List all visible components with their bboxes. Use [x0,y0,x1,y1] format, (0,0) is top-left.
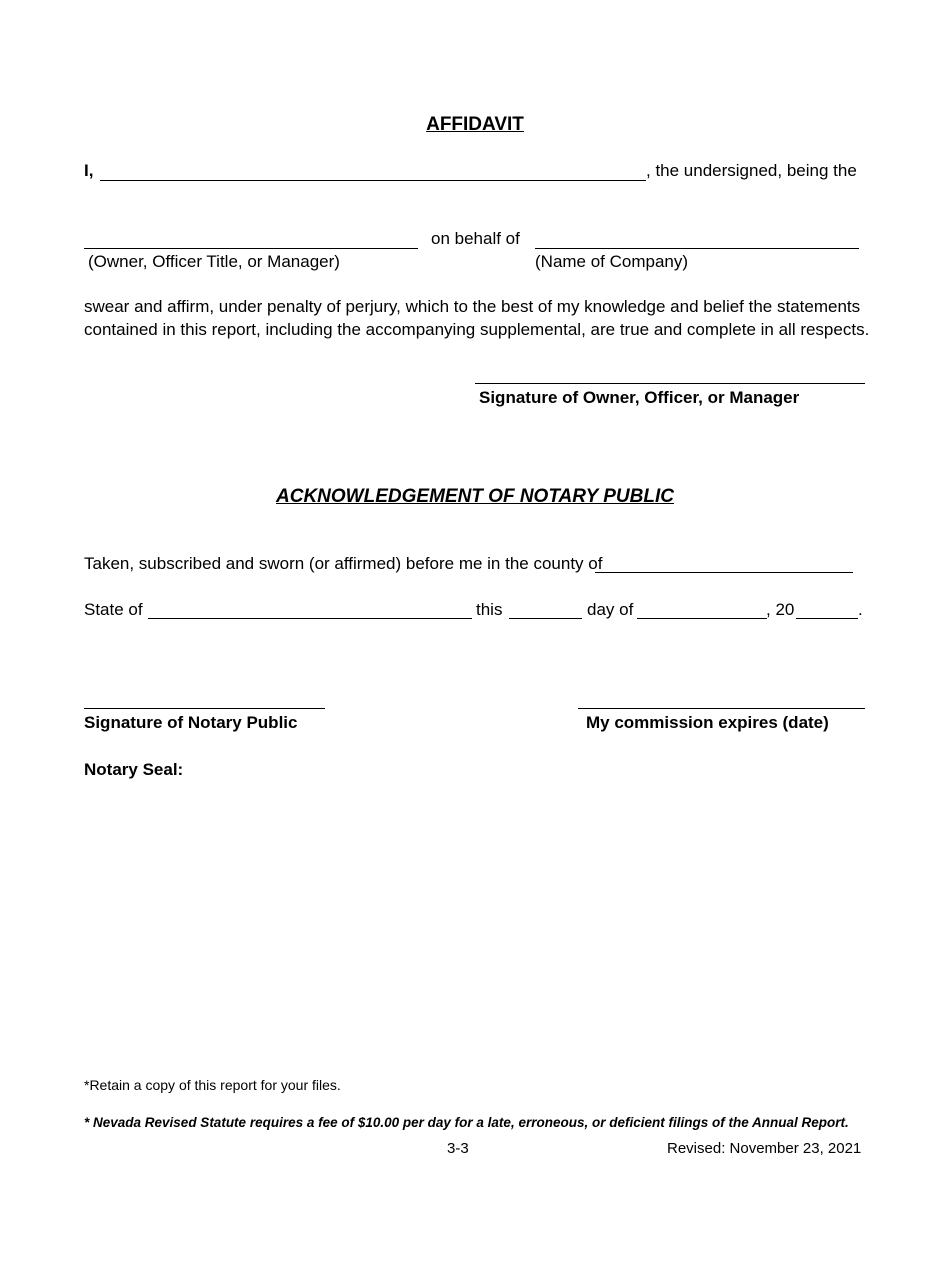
notary-signature-label: Signature of Notary Public [84,713,298,732]
county-blank-line[interactable] [595,572,853,573]
statement-line-2: contained in this report, including the accompanying supplemental, are true and complete in all respects. [84,320,870,339]
owner-title-blank-line[interactable] [84,248,418,249]
statement-line-1: swear and affirm, under penalty of perjury, which to the best of my knowledge and belief the statements [84,297,861,316]
company-name-blank-line[interactable] [535,248,859,249]
company-name-caption: (Name of Company) [535,252,689,271]
day-of-label: day of [587,600,634,619]
retain-note: *Retain a copy of this report for your files. [84,1077,341,1093]
commission-expires-line[interactable] [578,708,865,709]
county-text: Taken, subscribed and sworn (or affirmed) before me in the county of [84,554,603,573]
notary-title: ACKNOWLEDGEMENT OF NOTARY PUBLIC [276,486,674,507]
this-label: this [476,600,503,619]
affidavit-i-label: I, [84,161,94,180]
notary-signature-line[interactable] [84,708,325,709]
page-number: 3-3 [447,1140,469,1157]
affidavit-title: AFFIDAVIT [426,114,524,135]
on-behalf-text: on behalf of [431,229,520,248]
owner-signature-line[interactable] [475,383,865,384]
state-label: State of [84,600,143,619]
name-blank-line[interactable] [100,180,646,181]
state-line-period: . [858,600,863,619]
undersigned-text: , the undersigned, being the [646,161,857,180]
revised-date: Revised: November 23, 2021 [667,1140,862,1157]
state-blank-line[interactable] [148,618,472,619]
owner-title-caption: (Owner, Officer Title, or Manager) [88,252,340,271]
day-blank-line[interactable] [509,618,582,619]
year-blank-line[interactable] [796,618,858,619]
statute-note: * Nevada Revised Statute requires a fee of $10.00 per day for a late, erroneous, or deficient filings of the Annual Report. [84,1115,849,1130]
month-blank-line[interactable] [637,618,767,619]
notary-seal-label: Notary Seal: [84,760,184,779]
owner-signature-caption: Signature of Owner, Officer, or Manager [479,388,800,407]
year-prefix: , 20 [766,600,795,619]
commission-expires-label: My commission expires (date) [586,713,829,732]
